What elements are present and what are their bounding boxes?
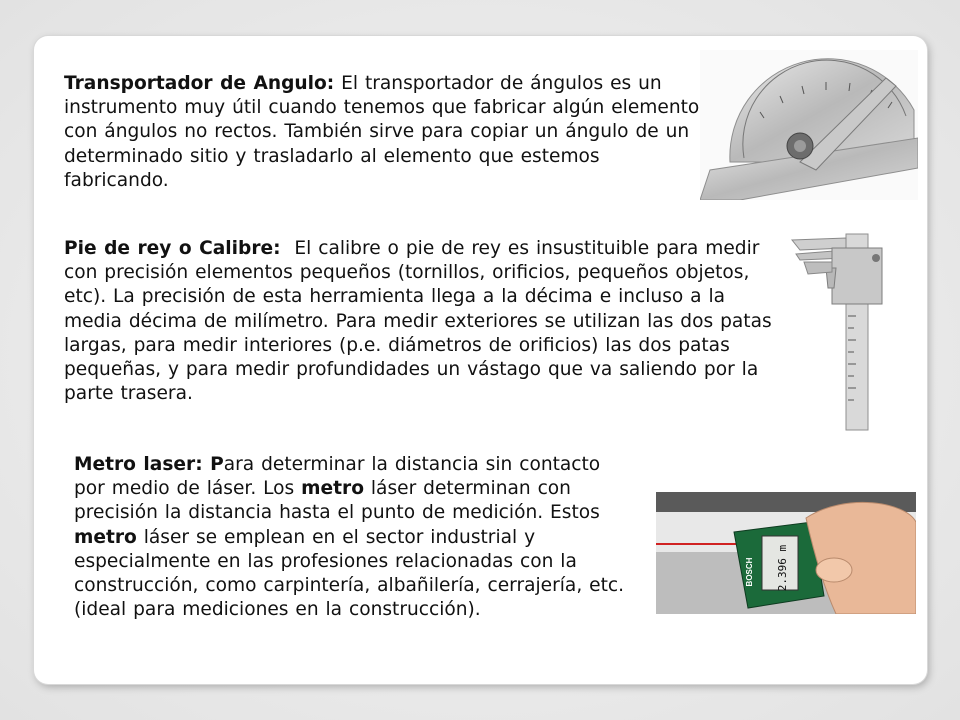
caliper-image	[786, 228, 902, 434]
caliper-paragraph	[64, 237, 780, 406]
protractor-image	[700, 50, 918, 200]
laser-title: Metro laser: P	[74, 454, 224, 475]
laser-bold-metro-1: metro	[301, 478, 364, 500]
laser-brand-label: BOSCH	[745, 557, 754, 587]
laser-description-3: láser se emplean en el sector industrial y especialmente en las profesiones relacionadas con la construcción, como carpintería, albañilería, cerrajería, etc. (ideal para mediciones en la construcción).	[74, 526, 625, 621]
laser-paragraph	[74, 453, 630, 622]
protractor-description: El transportador de ángulos es un instrumento muy útil cuando tenemos que fabricar algún elemento con ángulos no rectos. También sirve para copiar un ángulo de un determinado sitio y trasladarlo al elemento que estemos fabricando.	[64, 73, 700, 191]
laser-description-1: ara determinar la distancia sin contacto por medio de láser. Los	[74, 454, 601, 500]
protractor-paragraph	[64, 72, 704, 193]
laser-display-reading: 2.396 m	[776, 544, 789, 592]
caliper-title: Pie de rey o Calibre:	[64, 238, 281, 259]
laser-bold-metro-2: metro	[74, 526, 137, 548]
laser-description-2: láser determinan con precisión la distancia hasta el punto de medición. Estos	[74, 478, 600, 524]
laser-meter-image	[656, 492, 916, 614]
protractor-title: Transportador de Angulo:	[64, 73, 335, 94]
caliper-description: El calibre o pie de rey es insustituible para medir con precisión elementos pequeños (tornillos, orificios, pequeños objetos, etc). La precisión de esta herramienta llega a la décima e incluso a la media décima de milímetro. Para medir exteriores se utilizan las dos patas largas, para medir interiores (p.e. diámetros de orificios) las dos patas pequeñas, y para medir profundidades un vástago que va saliendo por la parte trasera.	[64, 238, 779, 405]
